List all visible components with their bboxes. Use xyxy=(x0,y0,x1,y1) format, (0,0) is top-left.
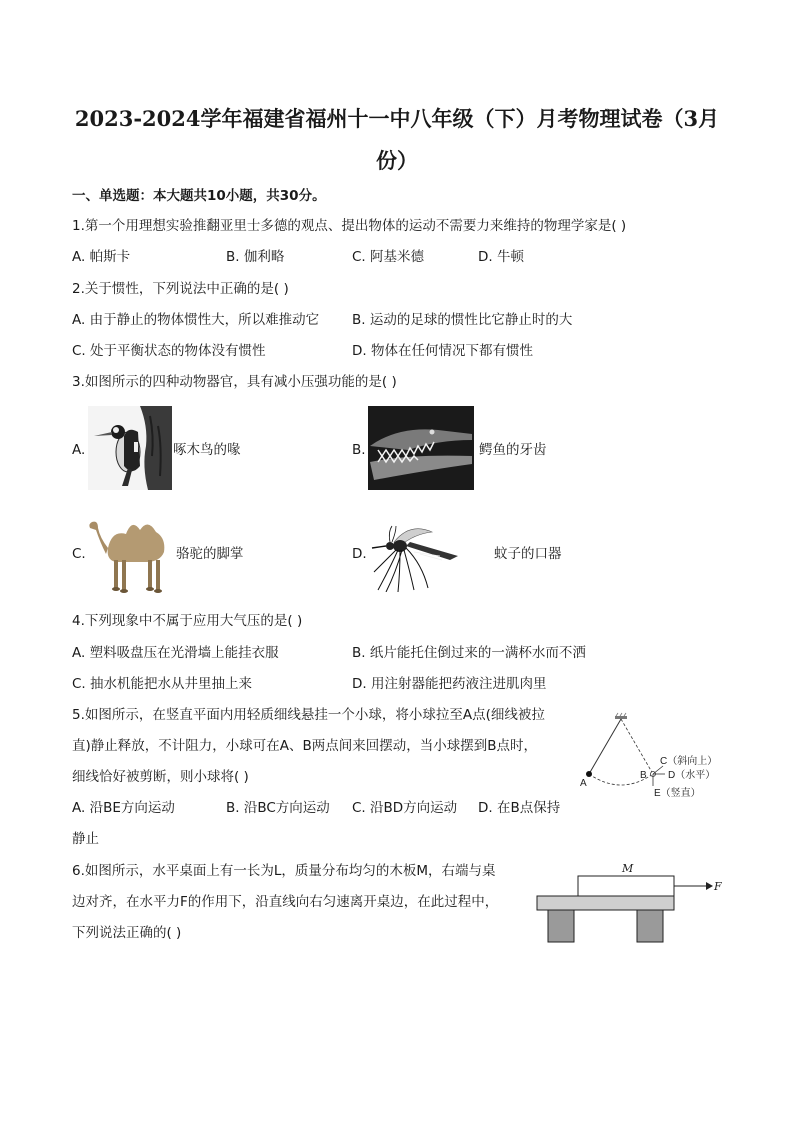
q3-option-b-letter: B. xyxy=(352,442,366,458)
title-line-1: 2023-2024学年福建省福州十一中八年级（下）月考物理试卷（3月 xyxy=(74,106,720,131)
q3-option-d-caption: 蚊子的口器 xyxy=(494,546,562,562)
q4-option-b: B. 纸片能托住倒过来的一满杯水而不洒 xyxy=(352,645,586,661)
q4-stem: 4.下列现象中不属于应用大气压的是( ) xyxy=(72,613,303,629)
q3-option-c-caption: 骆驼的脚掌 xyxy=(176,546,244,562)
label-a: A xyxy=(580,778,587,789)
camel-image xyxy=(86,508,176,598)
label-e: E（竖直） xyxy=(654,788,701,799)
woodpecker-image xyxy=(88,406,172,494)
q6-line-3: 下列说法正确的( ) xyxy=(72,925,182,941)
q5-line-1: 5.如图所示，在竖直平面内用轻质细线悬挂一个小球，将小球拉至A点(细线被拉 xyxy=(72,707,545,723)
q1-option-b: B. 伽利略 xyxy=(226,249,285,265)
exam-title xyxy=(60,98,734,182)
q3-stem: 3.如图所示的四种动物器官，具有减小压强功能的是( ) xyxy=(72,374,397,390)
q5-option-b: B. 沿BC方向运动 xyxy=(226,800,330,816)
q2-stem: 2.关于惯性，下列说法中正确的是( ) xyxy=(72,281,289,297)
board-on-table-figure xyxy=(534,860,724,952)
q4-option-d: D. 用注射器能把药液注进肌肉里 xyxy=(352,676,547,692)
q2-option-c: C. 处于平衡状态的物体没有惯性 xyxy=(72,343,266,359)
q4-option-a: A. 塑料吸盘压在光滑墙上能挂衣服 xyxy=(72,645,279,661)
section-heading: 一、单选题：本大题共10小题，共30分。 xyxy=(72,188,326,204)
q3-option-a-caption: 啄木鸟的喙 xyxy=(173,442,241,458)
mosquito-image xyxy=(370,512,466,596)
label-m: M xyxy=(622,862,634,875)
label-b: B xyxy=(640,770,647,781)
q1-option-d: D. 牛顿 xyxy=(478,249,524,265)
pendulum-figure xyxy=(572,708,732,808)
crocodile-image xyxy=(368,406,474,494)
q5-option-c: C. 沿BD方向运动 xyxy=(352,800,458,816)
q5-option-d-tail: 静止 xyxy=(72,831,99,847)
label-d: D（水平） xyxy=(668,770,716,781)
q1-option-c: C. 阿基米德 xyxy=(352,249,425,265)
q1-option-a: A. 帕斯卡 xyxy=(72,249,131,265)
q3-option-c-letter: C. xyxy=(72,546,86,562)
q5-option-d: D. 在B点保持 xyxy=(478,800,561,816)
q5-line-2: 直)静止释放，不计阻力，小球可在A、B两点间来回摆动，当小球摆到B点时， xyxy=(72,738,538,754)
q1-stem: 1.第一个用理想实验推翻亚里士多德的观点、提出物体的运动不需要力来维持的物理学家是( ) xyxy=(72,218,627,234)
label-f: F xyxy=(714,880,722,893)
title-line-2: 份） xyxy=(376,148,418,173)
q6-line-2: 边对齐，在水平力F的作用下，沿直线向右匀速离开桌边，在此过程中， xyxy=(72,894,499,910)
q2-option-a: A. 由于静止的物体惯性大，所以难推动它 xyxy=(72,312,320,328)
label-c: C（斜向上） xyxy=(660,756,718,767)
q3-option-b-caption: 鳄鱼的牙齿 xyxy=(479,442,547,458)
q5-option-a: A. 沿BE方向运动 xyxy=(72,800,175,816)
q2-option-b: B. 运动的足球的惯性比它静止时的大 xyxy=(352,312,573,328)
q3-option-d-letter: D. xyxy=(352,546,367,562)
q2-option-d: D. 物体在任何情况下都有惯性 xyxy=(352,343,533,359)
q6-line-1: 6.如图所示，水平桌面上有一长为L，质量分布均匀的木板M，右端与桌 xyxy=(72,863,496,879)
q5-line-3: 细线恰好被剪断，则小球将( ) xyxy=(72,769,249,785)
q4-option-c: C. 抽水机能把水从井里抽上来 xyxy=(72,676,253,692)
q3-option-a-letter: A. xyxy=(72,442,86,458)
